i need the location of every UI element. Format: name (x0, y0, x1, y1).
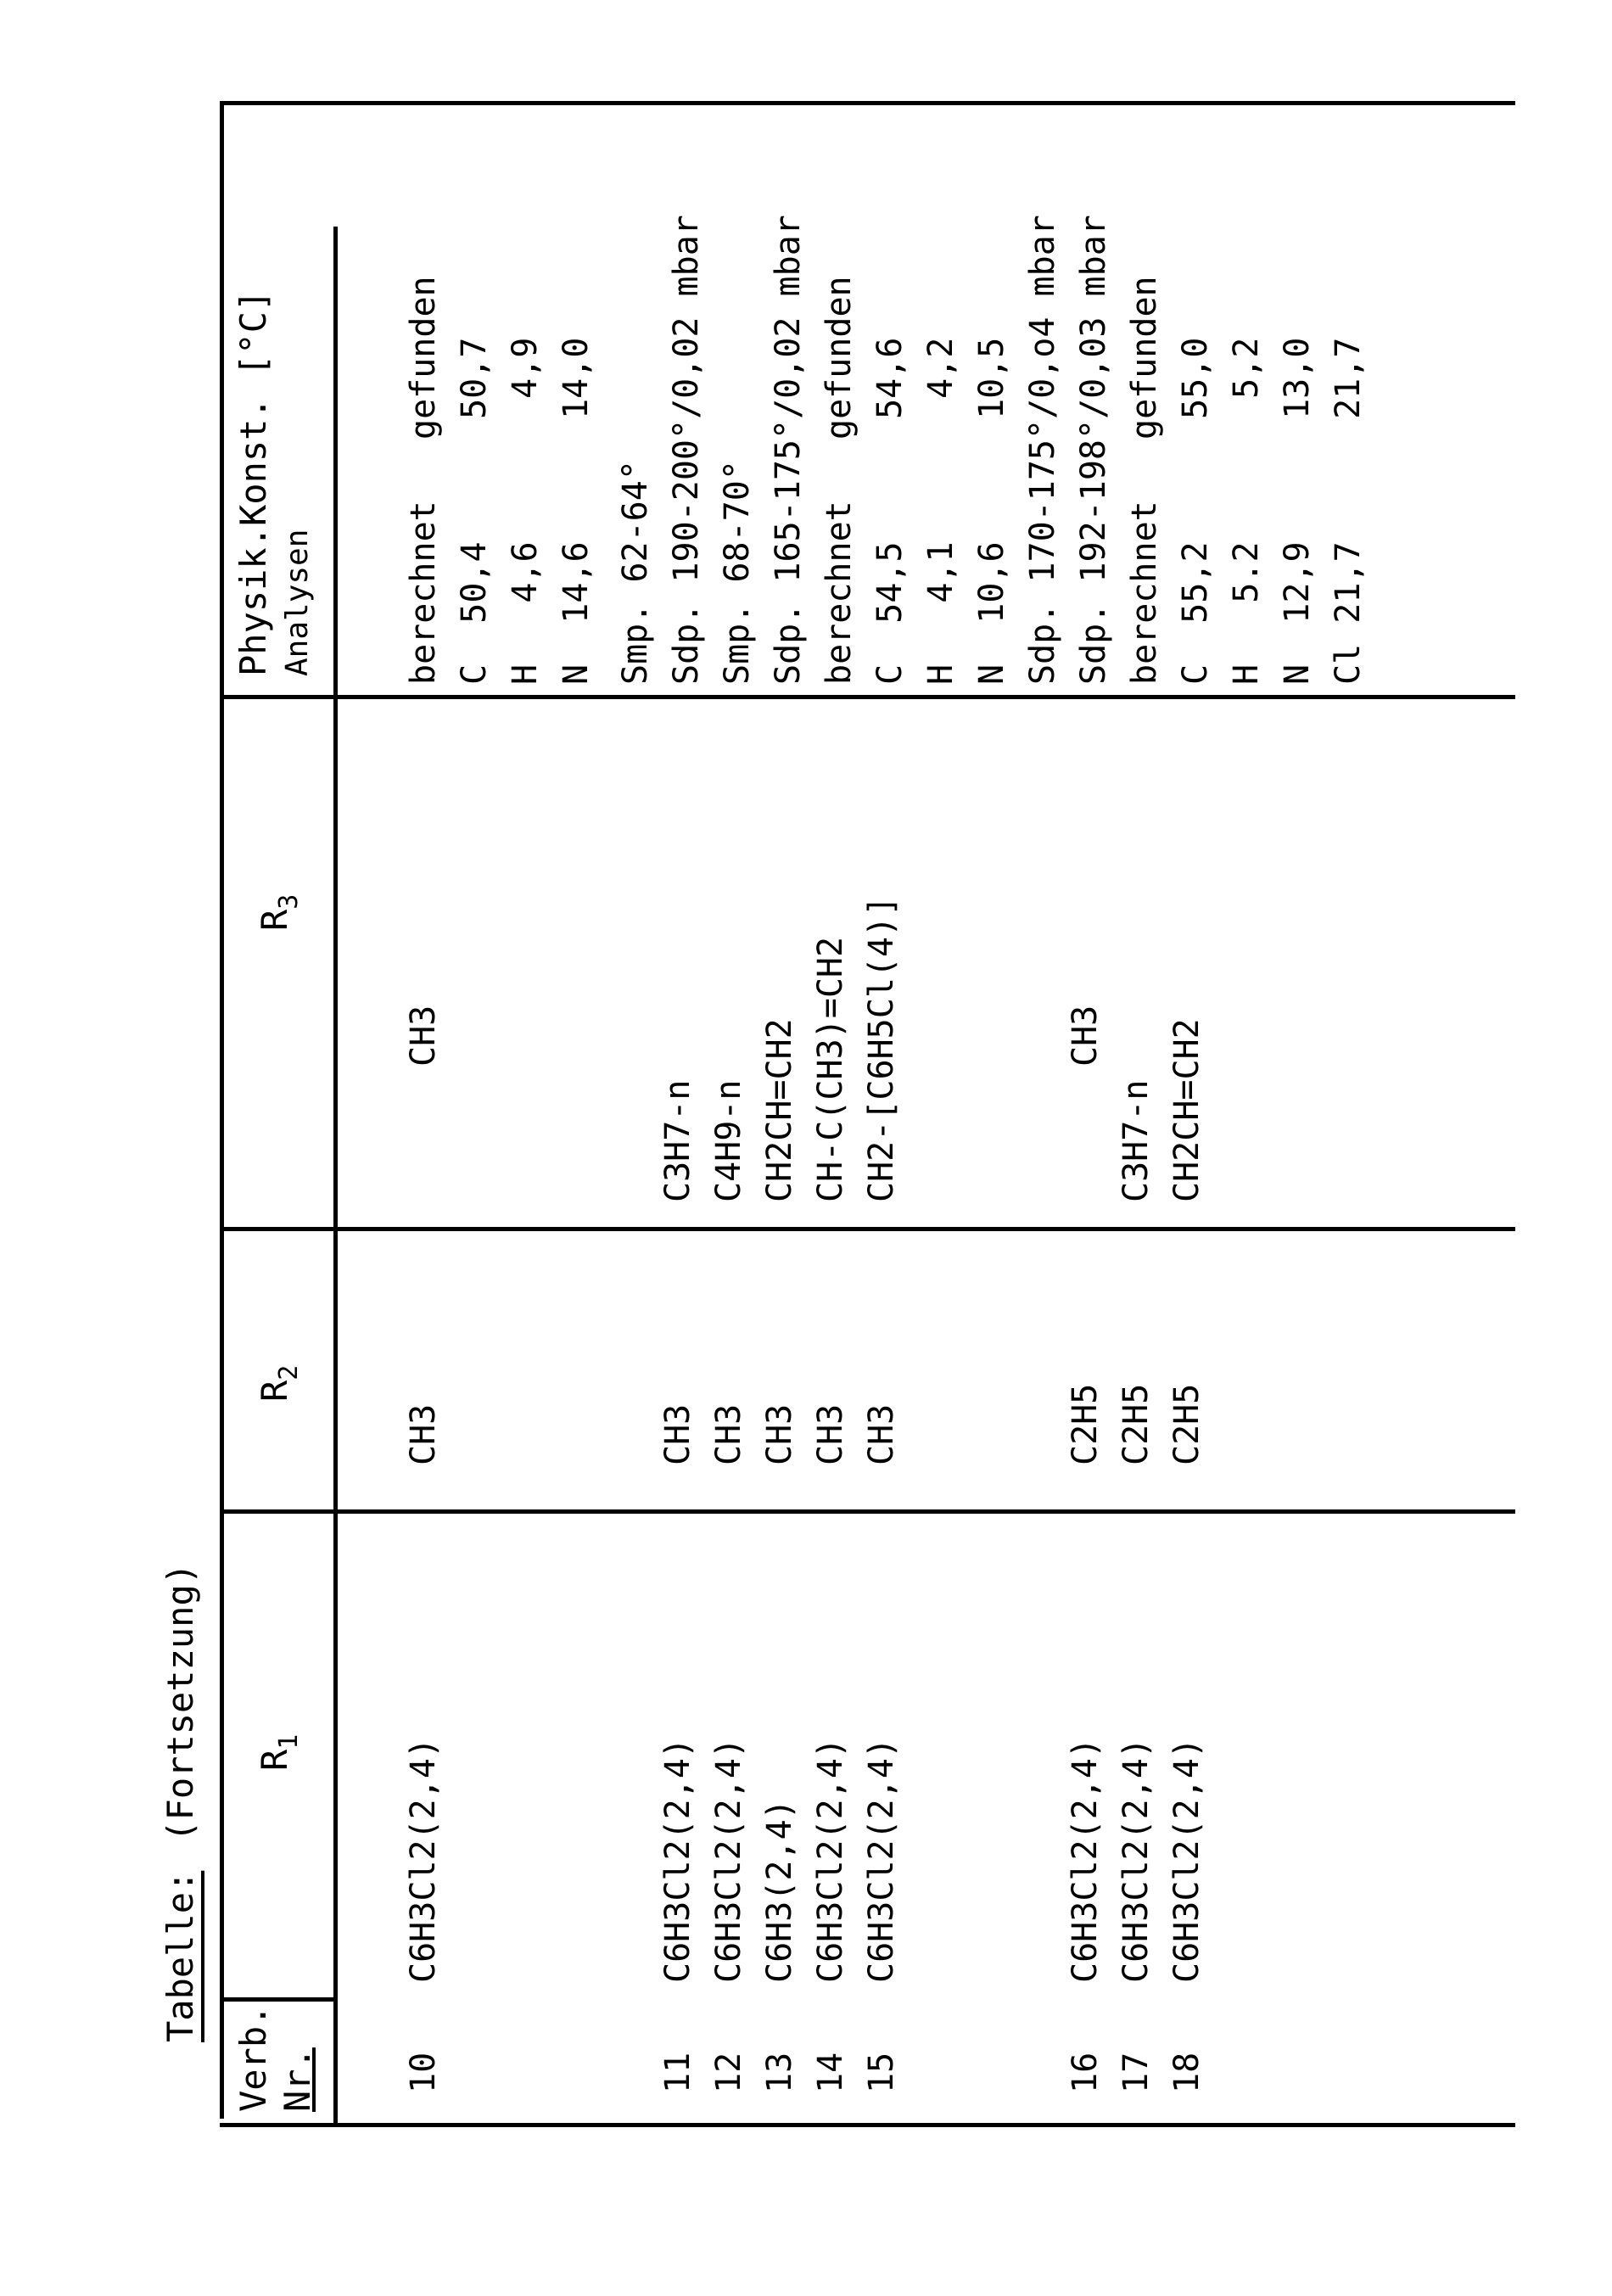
cell-r3 (958, 896, 1009, 1202)
header-phys (232, 290, 345, 676)
cell-r1 (958, 1738, 1009, 1983)
table-left-border (220, 2123, 1515, 2127)
header-nr (232, 2005, 345, 2112)
cell-r1 (551, 1738, 602, 1983)
cell-r2: CH3 (760, 1403, 799, 1465)
cell-r2: CH3 (811, 1403, 850, 1465)
cell-r2 (551, 1384, 602, 1465)
cell-r2: CH3 (709, 1403, 748, 1465)
cell-phys: berechnet gefunden (1125, 276, 1164, 685)
cell-phys (602, 215, 610, 685)
col-sep-nr-r1 (220, 1997, 333, 2002)
cell-r1: C6H3Cl2(2,4) (709, 1738, 748, 1983)
cell-phys: C 50,4 50,7 (455, 337, 494, 685)
cell-r2: C2H5 (1117, 1383, 1156, 1465)
cell-nr: 14 (811, 2052, 850, 2093)
cell-phys: Smp. 68-70° (718, 460, 757, 685)
header-r2-sub: 2 (274, 1364, 304, 1380)
cell-nr: 11 (658, 2052, 697, 2093)
cell-nr: 18 (1167, 2052, 1206, 2093)
cell-r3: CH2CH=CH2 (1167, 1018, 1206, 1202)
cell-nr: 13 (760, 2052, 799, 2093)
cell-phys: Sdp. 192-198°/0,03 mbar (1074, 215, 1113, 685)
cell-nr (551, 2052, 602, 2093)
cell-phys: H 4,6 4,9 (506, 337, 545, 685)
cell-r3: CH3 (1066, 1005, 1105, 1067)
cell-nr (449, 2052, 500, 2093)
cell-phys: berechnet gefunden (820, 276, 859, 685)
cell-r1: C6H3(2,4) (760, 1799, 799, 1983)
cell-r1 (907, 1738, 958, 1983)
cell-r1: C6H3Cl2(2,4) (811, 1738, 850, 1983)
header-phys-line2: Analysen (280, 529, 315, 676)
cell-phys: C 54,5 54,6 (870, 337, 910, 685)
header-r1-symbol: R (254, 1749, 295, 1771)
cell-r2 (602, 1384, 652, 1465)
cell-r1 (1009, 1738, 1060, 1983)
cell-r3: C3H7-n (1117, 1079, 1156, 1202)
header-r2 (254, 1365, 367, 1402)
cell-nr: 16 (1066, 2052, 1105, 2093)
cell-r1 (602, 1738, 652, 1983)
cell-nr: 15 (862, 2052, 901, 2093)
header-r3-sub: 3 (274, 893, 304, 910)
cell-phys: N 12,9 13,0 (1278, 337, 1317, 685)
compound-table (220, 101, 1515, 2127)
rotated-page (141, 101, 1515, 2127)
cell-r2: CH3 (862, 1403, 901, 1465)
column-r2 (398, 1384, 1212, 1465)
cell-r2 (500, 1384, 551, 1465)
cell-r1 (500, 1738, 551, 1983)
cell-r1: C6H3Cl2(2,4) (1167, 1738, 1206, 1983)
header-r2-symbol: R (254, 1380, 295, 1402)
cell-phys: berechnet gefunden (404, 276, 443, 685)
cell-phys: Cl 21,7 21,7 (1329, 337, 1368, 685)
column-phys (398, 215, 1374, 685)
cell-r1: C6H3Cl2(2,4) (1066, 1738, 1105, 1983)
cell-phys: H 4,1 4,2 (921, 337, 960, 685)
cell-r3: CH2-[C6H5Cl(4)] (862, 895, 901, 1202)
col-sep-r1-r2 (220, 1509, 1515, 1514)
cell-r1: C6H3Cl2(2,4) (862, 1738, 901, 1983)
cell-r3 (602, 896, 652, 1202)
cell-r3: C3H7-n (658, 1079, 697, 1202)
cell-r1: C6H3Cl2(2,4) (1117, 1738, 1156, 1983)
cell-r3 (907, 896, 958, 1202)
cell-r2: CH3 (404, 1403, 443, 1465)
cell-r2: CH3 (658, 1403, 697, 1465)
cell-phys: N 10,6 10,5 (972, 337, 1011, 685)
header-r3-symbol: R (254, 909, 295, 931)
cell-phys: Sdp. 165-175°/0,02 mbar (769, 215, 808, 685)
cell-nr (602, 2052, 652, 2093)
column-r3 (398, 896, 1212, 1202)
table-top-border (220, 101, 224, 2119)
cell-nr: 17 (1117, 2052, 1156, 2093)
cell-r3: C4H9-n (709, 1079, 748, 1202)
cell-phys: Sdp. 170-175°/0,o4 mbar (1023, 215, 1062, 685)
header-r3 (254, 894, 367, 931)
cell-nr: 12 (709, 2052, 748, 2093)
table-title-label: Tabelle: (160, 1870, 201, 2042)
cell-phys: C 55,2 55,0 (1176, 337, 1215, 685)
cell-r2 (958, 1384, 1009, 1465)
cell-r2: C2H5 (1066, 1383, 1105, 1465)
cell-r3: CH2CH=CH2 (760, 1018, 799, 1202)
header-nr-line1: Verb. (232, 2004, 274, 2112)
cell-phys: H 5.2 5,2 (1227, 337, 1266, 685)
cell-r1: C6H3Cl2(2,4) (658, 1738, 697, 1983)
cell-r2 (907, 1384, 958, 1465)
cell-nr (1009, 2052, 1060, 2093)
header-nr-line2: Nr. (277, 2047, 318, 2112)
cell-r3 (449, 896, 500, 1202)
col-sep-r3-phys (220, 695, 1515, 699)
cell-r2 (449, 1384, 500, 1465)
cell-r3 (500, 896, 551, 1202)
cell-r3 (1009, 896, 1060, 1202)
table-title-continuation: (Fortsetzung) (160, 1562, 201, 1842)
cell-r2: C2H5 (1167, 1383, 1206, 1465)
cell-phys: Sdp. 190-200°/0,02 mbar (667, 215, 706, 685)
table-right-border (220, 101, 1515, 105)
cell-r3: CH3 (404, 1005, 443, 1067)
header-r1-sub: 1 (274, 1733, 304, 1750)
cell-nr: 10 (404, 2052, 443, 2093)
cell-nr (958, 2052, 1009, 2093)
column-nr (398, 2052, 1212, 2093)
cell-r2 (1009, 1384, 1060, 1465)
cell-phys: Smp. 62-64° (616, 460, 655, 685)
cell-r3 (551, 896, 602, 1202)
cell-phys: N 14,6 14,0 (557, 337, 596, 685)
header-r1 (254, 1734, 367, 1771)
cell-nr (907, 2052, 958, 2093)
cell-nr (500, 2052, 551, 2093)
col-sep-r2-r3 (220, 1227, 1515, 1231)
column-r1 (398, 1738, 1212, 1983)
table-title (141, 1563, 220, 2042)
header-phys-line1: Physik.Konst. [°C] (232, 289, 274, 676)
cell-r1 (449, 1738, 500, 1983)
cell-r1: C6H3Cl2(2,4) (404, 1738, 443, 1983)
cell-r3: CH-C(CH3)=CH2 (811, 936, 850, 1202)
